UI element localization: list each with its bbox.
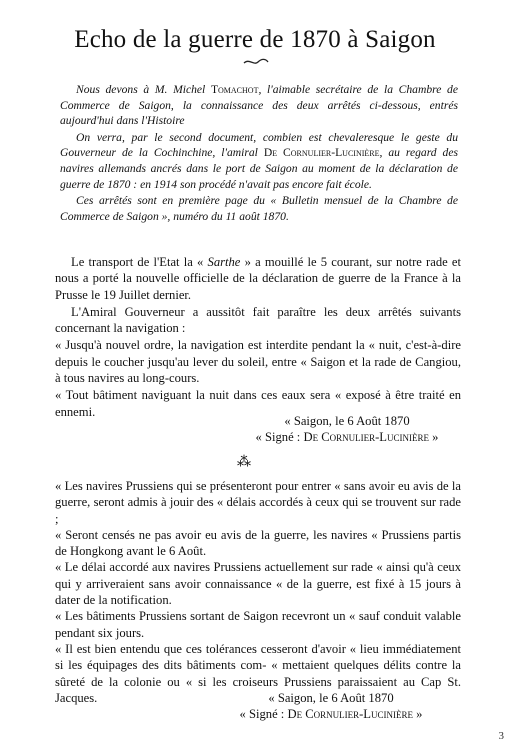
signature-date: « Saigon, le 6 Août 1870 bbox=[284, 414, 410, 428]
signatory-name: De Cornulier-Lucinière bbox=[303, 430, 429, 444]
signatory-name: De Cornulier-Lucinière bbox=[287, 707, 413, 721]
decree-1-article-2: « Tout bâtiment naviguant la nuit dans ces eaux sera « exposé à être traité en ennemi. bbox=[55, 388, 461, 419]
body-paragraph-1: Le transport de l'Etat la « Sarthe » a mouillé le 5 courant, sur notre rade et nous a porté la nouvelle officielle de la déclaration de guerre de la France à la Prusse le 19 Juillet dernier. bbox=[55, 255, 461, 302]
decree-2-body bbox=[55, 478, 461, 706]
signature-signed: « Signé : De Cornulier-Lucinière » bbox=[255, 430, 439, 444]
decree-1-article-1: « Jusqu'à nouvel ordre, la navigation est interdite pendant la « nuit, c'est-à-dire depuis le coucher jusqu'au lever du soleil, entre « Saigon et la rade de Cangiou, à tous navires au long-cours. bbox=[55, 338, 461, 386]
signature-date: « Saigon, le 6 Août 1870 bbox=[268, 691, 394, 705]
signature-block-2 bbox=[206, 690, 456, 722]
intro-paragraph-1: Nous devons à M. Michel Tomachot, l'aimable secrétaire de la Chambre de Commerce de Saigon, la connaissance des deux arrêtés ci-dessous, entrés aujourd'hui dans l'Histoire bbox=[60, 83, 458, 128]
signature-block-1 bbox=[222, 413, 472, 445]
page-number: 3 bbox=[498, 730, 504, 742]
asterism-separator: ⁂ bbox=[237, 454, 251, 470]
body-paragraph-2: L'Amiral Gouverneur a aussitôt fait paraître les deux arrêtés suivants concernant la navigation : bbox=[55, 304, 461, 336]
ship-name: Sarthe bbox=[207, 255, 241, 269]
article-title: Echo de la guerre de 1870 à Saigon bbox=[74, 26, 436, 53]
decree-2-article-3: « Le délai accordé aux navires Prussiens actuellement sur rade « ainsi qu'à ceux qui y arriveraient sans avoir connaissance « de la guerre, est fixé à 15 jours à dater de la notification. bbox=[55, 560, 461, 608]
article-body bbox=[55, 254, 461, 421]
decree-2-article-1: « Les navires Prussiens qui se présenteront pour entrer « sans avoir eu avis de la guerre, seront admis à jouir des « délais accordés à ceux qui se trouvent sur rade ; bbox=[55, 479, 461, 526]
introduction bbox=[60, 82, 458, 225]
intro-paragraph-2: On verra, par le second document, combien est chevaleresque le geste du Gouverneur de la Cochinchine, l'amiral De Cornulier-Lucinière, au regard des navires allemands ancrés dans le port de Saigon au moment de la déclaration de guerre de 1870 : en 1914 son procédé n'avait pas encore fait école. bbox=[60, 130, 458, 191]
decree-2-article-2: « Seront censés ne pas avoir eu avis de la guerre, les navires « Prussiens partis de Hongkong avant le 6 Août. bbox=[55, 527, 461, 559]
signature-signed: « Signé : De Cornulier-Lucinière » bbox=[239, 707, 423, 721]
person-name: De Cornulier-Lucinière bbox=[263, 146, 380, 160]
decree-2-article-4: « Les bâtiments Prussiens sortant de Saigon recevront un « sauf conduit valable pendant six jours. bbox=[55, 609, 461, 640]
decree-2-article-5: « Il est bien entendu que ces tolérances cesseront d'avoir « lieu immédiatement si les équipages des dits bâtiments com- « mettaient quelques délits contre la sûreté de la colonie ou « si les croiseurs Prussiens paraissaient au Cap St. Jacques. bbox=[55, 641, 461, 705]
person-name: Tomachot bbox=[210, 83, 259, 96]
intro-paragraph-3: Ces arrêtés sont en première page du « Bulletin mensuel de la Chambre de Commerce de Saigon », numéro du 11 août 1870. bbox=[60, 194, 458, 223]
title-flourish-ornament bbox=[242, 57, 270, 67]
